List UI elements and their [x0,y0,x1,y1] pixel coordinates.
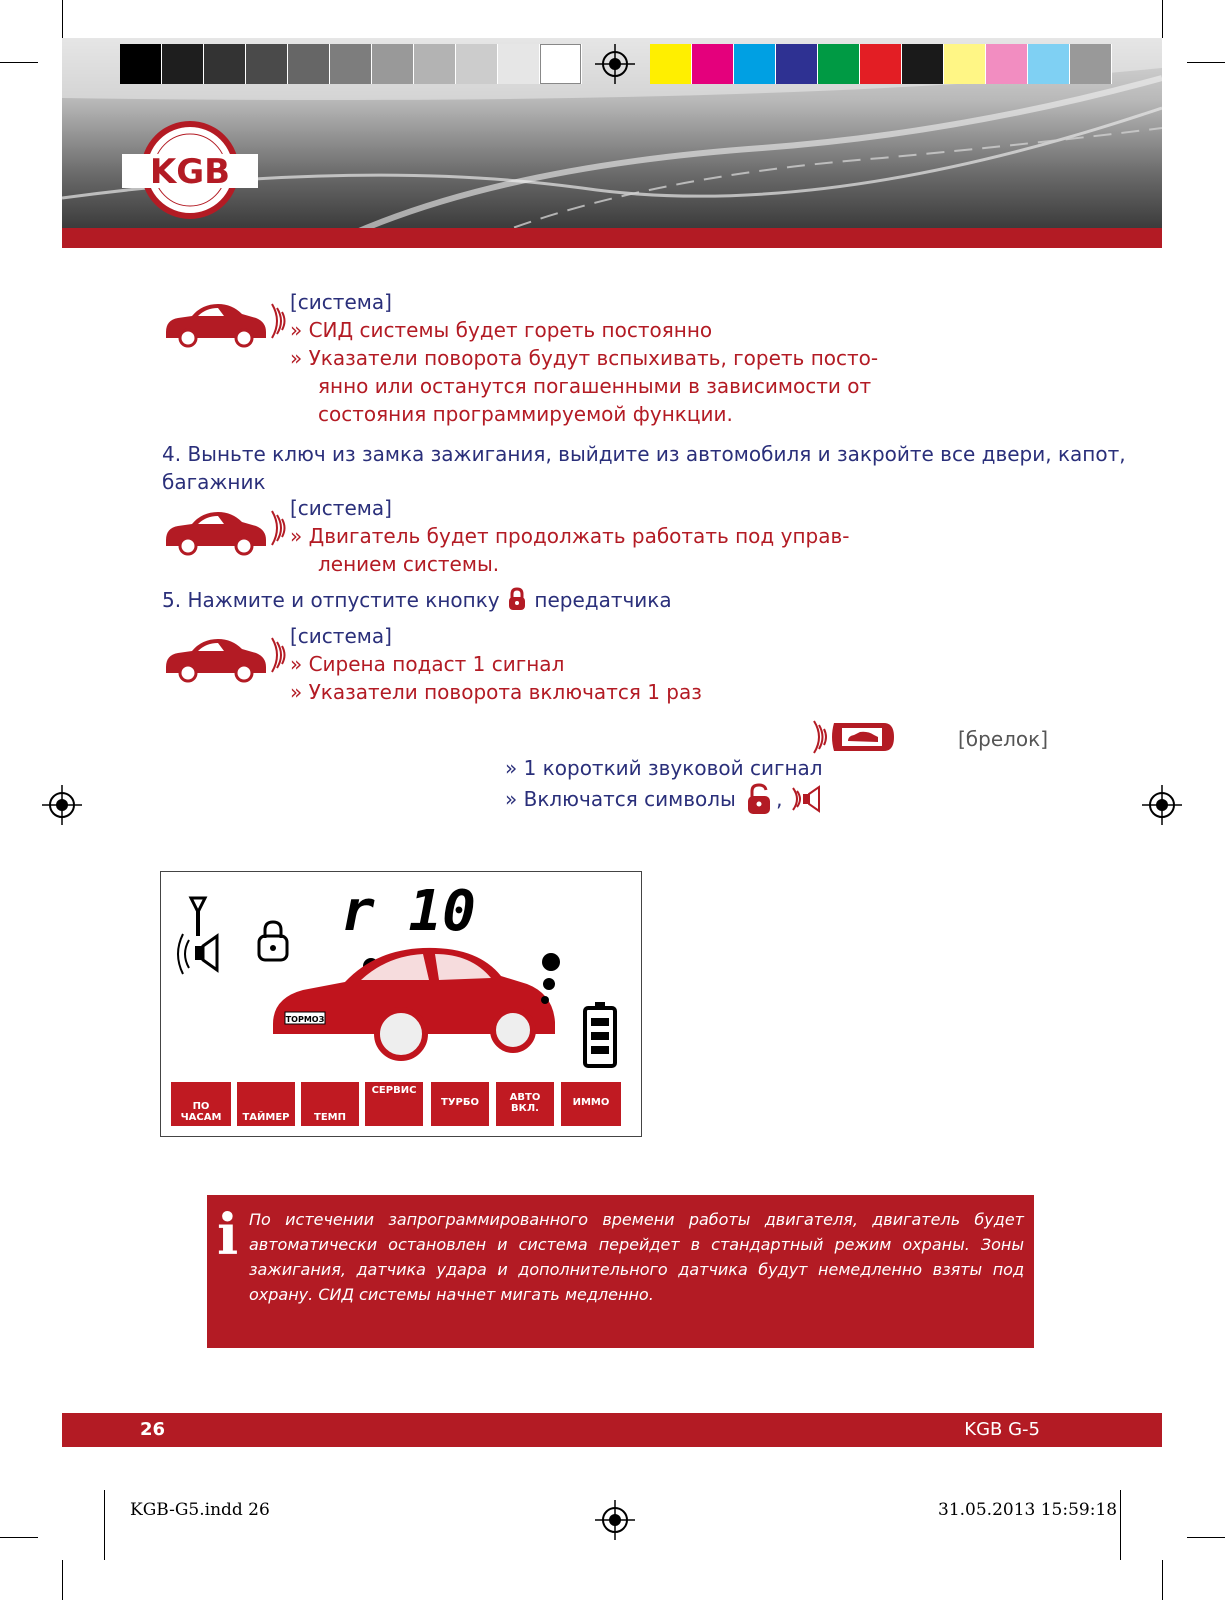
model-name: KGB G-5 [964,1419,1040,1440]
step-5-before: 5. Нажмите и отпустите кнопку [162,588,500,612]
lcd-btn-timer: ТАЙМЕР [237,1082,295,1126]
step-4-text: багажник [162,470,266,494]
bullet-text: » СИД системы будет гореть постоянно [290,318,713,342]
siren-icon [789,782,823,816]
remote-bullet-text: » Включатся символы [505,787,736,811]
car-signal-icon [162,627,270,687]
antenna-icon [191,898,205,936]
crop-mark [104,1490,105,1560]
lcd-siren-icon [178,934,217,974]
crop-mark [1187,1537,1225,1538]
lcd-digits: r 10 [341,879,476,944]
bullet-text: » Двигатель будет продолжать работать под управ- [290,524,850,548]
crop-mark [0,62,38,63]
slug-date: 31.05.2013 15:59:18 [938,1500,1118,1520]
info-note [207,1195,1034,1348]
unlock-icon [742,782,776,816]
lcd-lock-icon [259,922,287,960]
bullet-text: состояния программируемой функции. [318,402,733,426]
info-icon: i [217,1202,239,1268]
symbol-separator: , [776,787,783,811]
registration-mark [595,44,635,84]
page-footer [62,1413,1162,1447]
bullet-text: » Указатели поворота включатся 1 раз [290,680,702,704]
battery-icon [585,1002,615,1066]
signal-waves-icon [268,632,288,678]
lcd-btn-auto: АВТО ВКЛ. [496,1082,554,1126]
note-text: По истечении запрограммированного времени работы двигателя, двигатель будет автоматически остановлен и система перейдет в стандартный режим охраны. Зоны зажигания, датчика удара и дополнительного датчика будут немедленно взяты под охрану. СИД системы начнет мигать медленно. [249,1210,1024,1304]
logo-text: KGB [149,152,231,192]
lcd-car-image [273,948,555,1058]
exhaust-icon [541,953,560,1004]
crop-mark [1162,1560,1163,1600]
car-signal-icon [162,500,270,560]
color-swatches [650,44,1112,84]
crop-mark [1162,0,1163,38]
lcd-display [160,871,642,1137]
car-signal-icon [162,292,270,352]
plate-text: ТОРМОЗ [285,1015,325,1024]
step-4-text: 4. Выньте ключ из замка зажигания, выйдите из автомобиля и закройте все двери, капот, [162,442,1126,466]
gray-swatches [120,44,582,84]
step-5-after: передатчика [534,588,672,612]
lcd-btn-temp: ТЕМП [301,1082,359,1126]
system-label: [система] [290,624,392,648]
lcd-btn-turbo: ТУРБО [431,1082,489,1126]
remote-label: [брелок] [958,727,1049,751]
page-number: 26 [140,1419,166,1440]
step-5-text [162,586,672,614]
remote-bullet [505,782,823,816]
kgb-logo [120,120,260,220]
crop-mark [1120,1490,1121,1560]
bullet-text: янно или останутся погашенными в зависимости от [318,374,872,398]
remote-fob-icon [808,715,896,759]
crop-mark [1187,62,1225,63]
crop-mark [62,0,63,38]
lcd-btn-service: СЕРВИС [365,1082,423,1126]
signal-waves-icon [268,298,288,344]
registration-mark [595,1500,635,1540]
system-label: [система] [290,496,392,520]
crop-mark [0,1537,38,1538]
remote-bullet: » 1 короткий звуковой сигнал [505,756,823,780]
registration-mark [1142,785,1182,825]
crop-mark [62,1560,63,1600]
lcd-btn-immo: ИММО [561,1082,621,1126]
slug-file: KGB-G5.indd 26 [130,1500,270,1520]
bullet-text: » Сирена подаст 1 сигнал [290,652,565,676]
system-label: [система] [290,290,392,314]
registration-mark [42,785,82,825]
bullet-text: лением системы. [318,552,500,576]
lock-icon [506,587,528,611]
lcd-btn-clock: ПО ЧАСАМ [171,1082,231,1126]
signal-waves-icon [268,505,288,551]
header-red-bar [62,228,1162,248]
bullet-text: » Указатели поворота будут вспыхивать, гореть посто- [290,346,879,370]
